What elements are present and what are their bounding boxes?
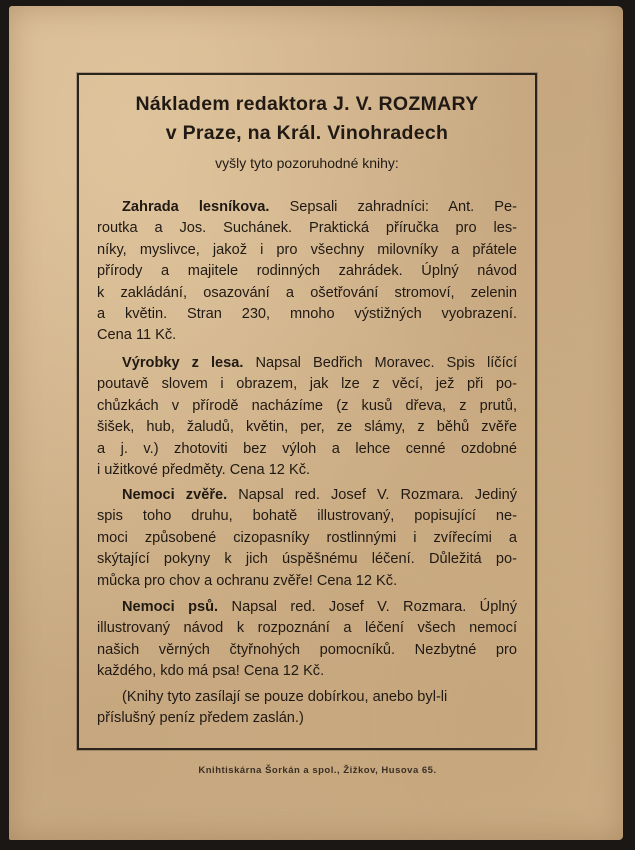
shipping-note: (Knihy tyto zasílají se pouze dobírkou, anebo byl-li příslušný peníz předem zaslán.) [97, 689, 448, 727]
book-entry-zahrada: Zahrada lesníkova. Sepsali zahradníci: Ant. Pe- routka a Jos. Suchánek. Praktická příručka pro les- níky, myslivce, jakož i pro všechny milovníky a přátele přírody a majitele rodinných zahrádek. Úplný návod k zakládání, osazování a ošetřování stromoví, zelenin a květin. Stran 230, mnoho výstižných vyobrazení. Cena 11 Kč. [97, 199, 517, 344]
book-title: Nemoci zvěře. [122, 487, 228, 503]
intro-line: vyšly tyto pozoruhodné knihy: [215, 155, 399, 171]
book-entry-nemoci-psu: Nemoci psů. Napsal red. Josef V. Rozmara. Úplný illustrovaný návod k rozpoznání a léčení všech nemocí našich věrných čtyřnohých pomocníků. Nezbytné pro každého, kdo má psa! Cena 12 Kč. [97, 599, 517, 680]
advertisement-frame [77, 73, 537, 750]
book-entry-vyrobky: Výrobky z lesa. Napsal Bedřich Moravec. Spis líčící poutavě slovem i obrazem, jak lze z věcí, jež při po- chůzkách v přírodě nacházíme (z kusů dřeva, z prutů, šišek, hub, žaludů, květin, per, ze slámy, z běhů zvěře a j. v.) zhotoviti bez výloh a lehce cenné ozdobné i užitkové předměty. Cena 12 Kč. [97, 355, 517, 479]
printer-imprint: Knihtiskárna Šorkán a spol., Žižkov, Husova 65. [198, 765, 437, 776]
book-title: Nemoci psů. [122, 599, 219, 615]
book-title: Zahrada lesníkova. [122, 199, 270, 215]
book-entry-nemoci-zvere: Nemoci zvěře. Napsal red. Josef V. Rozmara. Jediný spis toho druhu, bohatě illustrovaný, popisující ne- moci způsobené cizopasníky rostlinnými i zvířecími a skýtající pokyny k jich úspěšnému léčení. Důležitá po- můcka pro chov a ochranu zvěře! Cena 12 Kč. [97, 487, 517, 589]
publisher-heading: Nákladem redaktora J. V. ROZMARY [135, 93, 479, 115]
publisher-location: v Praze, na Král. Vinohradech [165, 122, 449, 144]
book-title: Výrobky z lesa. [122, 355, 244, 371]
